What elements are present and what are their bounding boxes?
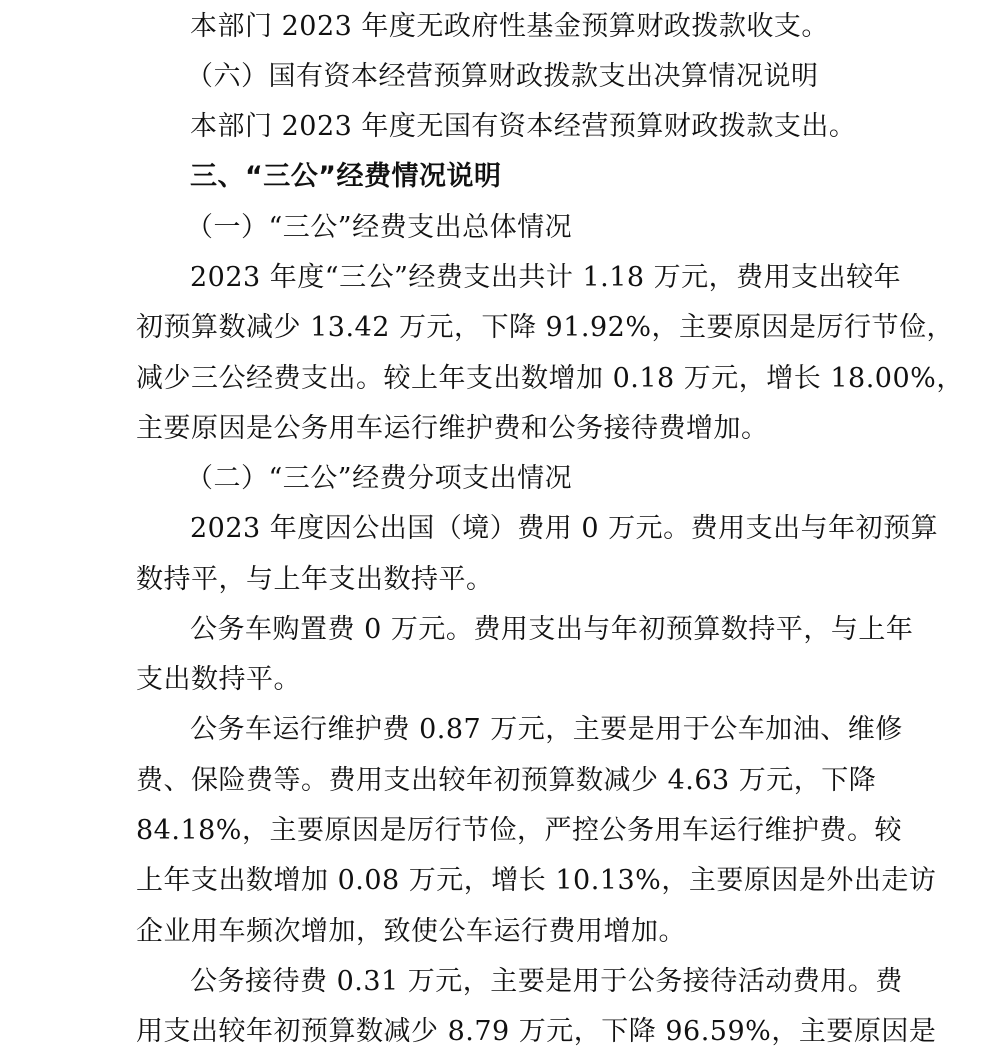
paragraph-line: 2023 年度因公出国（境）费用 0 万元。费用支出与年初预算 xyxy=(190,513,939,544)
paragraph-line: 84.18%，主要原因是厉行节俭，严控公务用车运行维护费。较 xyxy=(136,815,902,846)
paragraph-line: 公务接待费 0.31 万元，主要是用于公务接待活动费用。费 xyxy=(190,966,903,997)
paragraph-line: 企业用车频次增加，致使公车运行费用增加。 xyxy=(136,916,686,947)
paragraph-line: 支出数持平。 xyxy=(136,664,301,695)
paragraph-line: 主要原因是公务用车运行维护费和公务接待费增加。 xyxy=(136,413,769,444)
section-heading: （一）“三公”经费支出总体情况 xyxy=(186,212,573,243)
paragraph-line: 2023 年度“三公”经费支出共计 1.18 万元，费用支出较年 xyxy=(190,262,902,293)
paragraph-line: 公务车运行维护费 0.87 万元，主要是用于公车加油、维修 xyxy=(190,714,903,745)
paragraph-line: 数持平，与上年支出数持平。 xyxy=(136,564,494,595)
section-heading: （二）“三公”经费分项支出情况 xyxy=(186,463,573,494)
paragraph-line: 上年支出数增加 0.08 万元，增长 10.13%，主要原因是外出走访 xyxy=(136,865,937,896)
paragraph-line: 本部门 2023 年度无国有资本经营预算财政拨款支出。 xyxy=(190,111,857,142)
paragraph-line: 费、保险费等。费用支出较年初预算数减少 4.63 万元，下降 xyxy=(136,765,877,796)
paragraph-line: 本部门 2023 年度无政府性基金预算财政拨款收支。 xyxy=(190,11,829,42)
chapter-heading: 三、“三公”经费情况说明 xyxy=(190,161,502,192)
paragraph-line: 初预算数减少 13.42 万元，下降 91.92%，主要原因是厉行节俭， xyxy=(136,312,954,343)
paragraph-line: 用支出较年初预算数减少 8.79 万元，下降 96.59%，主要原因是 xyxy=(136,1016,937,1047)
paragraph-line: 公务车购置费 0 万元。费用支出与年初预算数持平，与上年 xyxy=(190,614,914,645)
section-heading: （六）国有资本经营预算财政拨款支出决算情况说明 xyxy=(186,61,819,92)
paragraph-line: 减少三公经费支出。较上年支出数增加 0.18 万元，增长 18.00%， xyxy=(136,363,964,394)
